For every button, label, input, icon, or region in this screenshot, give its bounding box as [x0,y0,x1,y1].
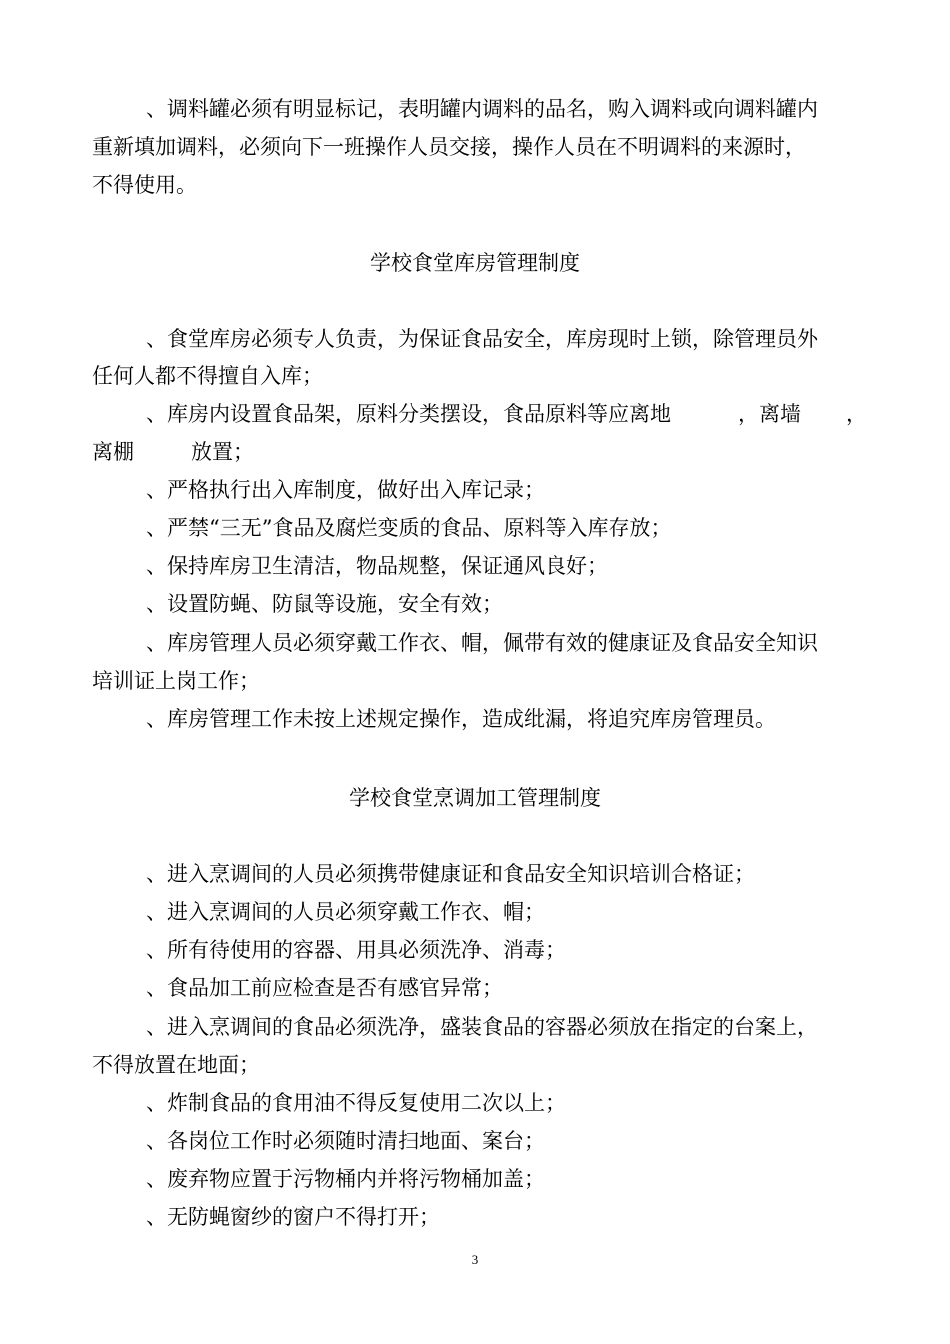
storage-line-8-text: 、设置防蝇、防鼠等设施，安全有效； [146,592,503,616]
cooking-line-3 [146,935,566,965]
cooking-line-1-text: 、进入烹调间的人员必须携带健康证和食品安全知识培训合格证； [146,862,755,886]
cooking-line-1 [146,859,755,889]
intro-line-2 [92,132,806,162]
cooking-line-7 [146,1088,566,1118]
intro-line-3-text: 不得使用。 [92,173,197,197]
cooking-line-4-text: 、食品加工前应检查是否有感官异常； [146,976,503,1000]
section-title-storage: 学校食堂库房管理制度 [370,251,580,275]
storage-line-4b [191,437,254,467]
storage-line-3-text: 、库房内设置食品架，原料分类摆设，食品原料等应离地 [146,402,671,426]
cooking-line-10-text: 、无防蝇窗纱的窗户不得打开； [146,1205,440,1229]
cooking-line-2-text: 、进入烹调间的人员必须穿戴工作衣、帽； [146,900,545,924]
intro-line-1-text: 、调料罐必须有明显标记，表明罐内调料的品名，购入调料或向调料罐内 [146,97,818,121]
cooking-line-5 [146,1012,818,1042]
storage-line-1-text: 、食堂库房必须专人负责，为保证食品安全，库房现时上锁，除管理员外 [146,327,818,351]
storage-line-6-text: 、严禁“三无”食品及腐烂变质的食品、原料等入库存放； [146,516,672,540]
storage-line-7 [146,551,608,581]
storage-line-3c [846,399,867,429]
storage-line-5 [146,475,545,505]
storage-line-7-text: 、保持库房卫生清洁，物品规整，保证通风良好； [146,554,608,578]
cooking-line-9-text: 、废弃物应置于污物桶内并将污物桶加盖； [146,1167,545,1191]
storage-line-9-text: 、库房管理人员必须穿戴工作衣、帽，佩带有效的健康证及食品安全知识 [146,631,818,655]
storage-line-3b [738,399,801,429]
storage-line-11-text: 、库房管理工作未按上述规定操作，造成纰漏，将追究库房管理员。 [146,707,776,731]
cooking-line-6-text: 不得放置在地面； [92,1053,260,1077]
storage-line-6 [146,513,671,543]
storage-line-2 [92,361,323,391]
intro-line-1 [146,94,858,124]
storage-line-1 [146,324,818,354]
cooking-line-8-text: 、各岗位工作时必须随时清扫地面、案台； [146,1129,545,1153]
storage-line-9 [146,628,818,658]
intro-line-3 [92,170,197,200]
storage-line-4-place: 放置； [191,440,254,464]
storage-line-5-text: 、严格执行出入库制度，做好出入库记录； [146,478,545,502]
page-number: 3 [471,1252,479,1267]
cooking-line-5-text: 、进入烹调间的食品必须洗净，盛装食品的容器必须放在指定的台案上， [146,1015,818,1039]
storage-line-10-text: 培训证上岗工作； [92,669,260,693]
cooking-line-4 [146,973,503,1003]
storage-line-8 [146,589,503,619]
storage-line-3-wall: ，离墙 [738,402,801,426]
cooking-line-6 [92,1050,260,1080]
cooking-line-8 [146,1126,545,1156]
cooking-line-9 [146,1164,545,1194]
storage-line-10 [92,666,260,696]
cooking-line-7-text: 、炸制食品的食用油不得反复使用二次以上； [146,1091,566,1115]
storage-line-11 [146,704,776,734]
section-title-cooking: 学校食堂烹调加工管理制度 [349,786,601,810]
cooking-line-2 [146,897,545,927]
cooking-line-3-text: 、所有待使用的容器、用具必须洗净、消毒； [146,938,566,962]
storage-line-3-comma: ， [846,402,867,426]
storage-line-4-ceiling: 离棚 [92,440,134,464]
cooking-line-10 [146,1202,440,1232]
storage-line-3a [146,399,671,429]
intro-line-2-text: 重新填加调料，必须向下一班操作人员交接，操作人员在不明调料的来源时， [92,135,806,159]
storage-line-2-text: 任何人都不得擅自入库； [92,364,323,388]
storage-line-4a [92,437,134,467]
